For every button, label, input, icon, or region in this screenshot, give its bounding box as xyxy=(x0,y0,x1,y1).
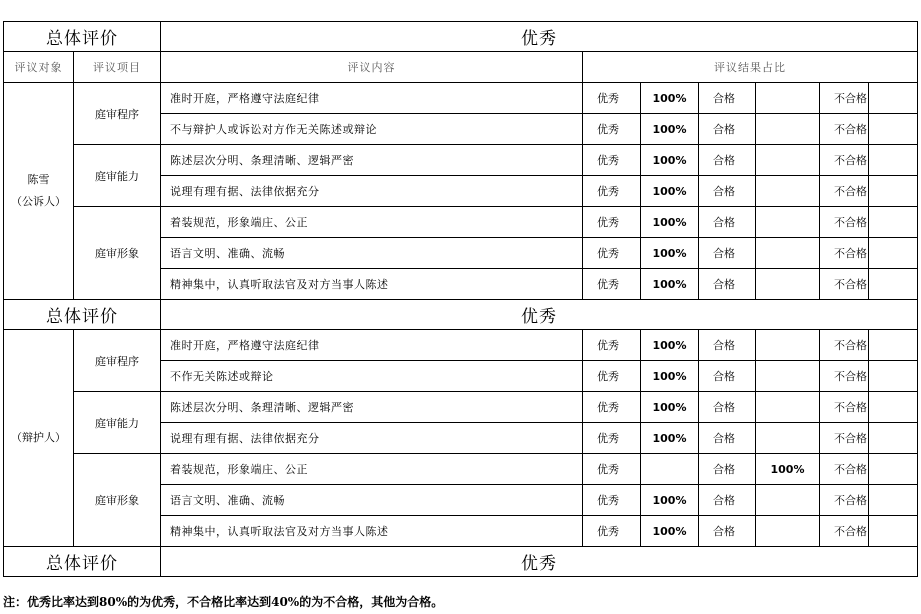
excellent-ratio: 100% xyxy=(641,485,699,516)
pass-ratio xyxy=(756,392,820,423)
excellent-ratio: 100% xyxy=(641,176,699,207)
table-row xyxy=(4,330,918,361)
fail-ratio xyxy=(869,454,918,485)
overall-value: 优秀 xyxy=(161,547,918,577)
evaluation-content: 着装规范，形象端庄、公正 xyxy=(161,207,583,238)
fail-ratio xyxy=(869,145,918,176)
pass-label: 合格 xyxy=(699,392,756,423)
excellent-label: 优秀 xyxy=(583,114,641,145)
evaluation-item: 庭审能力 xyxy=(74,145,161,207)
evaluation-item: 庭审程序 xyxy=(74,330,161,392)
pass-ratio xyxy=(756,207,820,238)
pass-label: 合格 xyxy=(699,145,756,176)
footnote: 注：优秀比率达到80%的为优秀，不合格比率达到40%的为不合格，其他为合格。 xyxy=(3,595,444,609)
pass-ratio: 100% xyxy=(756,454,820,485)
fail-ratio xyxy=(869,269,918,300)
excellent-ratio: 100% xyxy=(641,361,699,392)
table-row xyxy=(4,454,918,485)
fail-label: 不合格 xyxy=(820,207,869,238)
evaluation-object xyxy=(4,330,74,547)
evaluation-content: 陈述层次分明、条理清晰、逻辑严密 xyxy=(161,392,583,423)
evaluation-item: 庭审形象 xyxy=(74,207,161,300)
fail-label: 不合格 xyxy=(820,361,869,392)
fail-label: 不合格 xyxy=(820,83,869,114)
evaluation-item: 庭审程序 xyxy=(74,83,161,145)
header-content: 评议内容 xyxy=(161,52,583,83)
evaluation-content: 准时开庭，严格遵守法庭纪律 xyxy=(161,330,583,361)
evaluation-item: 庭审能力 xyxy=(74,392,161,454)
pass-ratio xyxy=(756,176,820,207)
pass-ratio xyxy=(756,330,820,361)
fail-label: 不合格 xyxy=(820,485,869,516)
pass-label: 合格 xyxy=(699,423,756,454)
fail-ratio xyxy=(869,83,918,114)
fail-ratio xyxy=(869,330,918,361)
excellent-ratio: 100% xyxy=(641,83,699,114)
excellent-ratio: 100% xyxy=(641,392,699,423)
pass-label: 合格 xyxy=(699,454,756,485)
table-row xyxy=(4,207,918,238)
evaluation-content: 陈述层次分明、条理清晰、逻辑严密 xyxy=(161,145,583,176)
excellent-label: 优秀 xyxy=(583,238,641,269)
fail-label: 不合格 xyxy=(820,516,869,547)
pass-label: 合格 xyxy=(699,516,756,547)
pass-label: 合格 xyxy=(699,269,756,300)
fail-ratio xyxy=(869,485,918,516)
excellent-ratio: 100% xyxy=(641,423,699,454)
excellent-label: 优秀 xyxy=(583,330,641,361)
excellent-label: 优秀 xyxy=(583,361,641,392)
object-name: 陈雪 xyxy=(27,173,50,186)
object-role: （公诉人） xyxy=(11,195,66,208)
object-role: （辩护人） xyxy=(11,431,66,444)
fail-label: 不合格 xyxy=(820,145,869,176)
evaluation-content: 说理有理有据、法律依据充分 xyxy=(161,176,583,207)
excellent-label: 优秀 xyxy=(583,145,641,176)
pass-ratio xyxy=(756,516,820,547)
excellent-ratio: 100% xyxy=(641,145,699,176)
overall-row xyxy=(4,300,918,330)
fail-ratio xyxy=(869,423,918,454)
fail-label: 不合格 xyxy=(820,269,869,300)
excellent-label: 优秀 xyxy=(583,392,641,423)
excellent-label: 优秀 xyxy=(583,207,641,238)
excellent-ratio: 100% xyxy=(641,330,699,361)
header-item: 评议项目 xyxy=(74,52,161,83)
pass-ratio xyxy=(756,145,820,176)
excellent-label: 优秀 xyxy=(583,516,641,547)
pass-ratio xyxy=(756,423,820,454)
overall-value: 优秀 xyxy=(161,300,918,330)
fail-ratio xyxy=(869,392,918,423)
overall-value: 优秀 xyxy=(161,22,918,52)
overall-label: 总体评价 xyxy=(4,300,161,330)
overall-label: 总体评价 xyxy=(4,547,161,577)
evaluation-table xyxy=(3,21,918,577)
pass-label: 合格 xyxy=(699,83,756,114)
fail-label: 不合格 xyxy=(820,238,869,269)
excellent-label: 优秀 xyxy=(583,269,641,300)
table-row xyxy=(4,145,918,176)
header-ratio: 评议结果占比 xyxy=(583,52,918,83)
evaluation-content: 不与辩护人或诉讼对方作无关陈述或辩论 xyxy=(161,114,583,145)
fail-label: 不合格 xyxy=(820,454,869,485)
evaluation-content: 语言文明、准确、流畅 xyxy=(161,485,583,516)
table-row xyxy=(4,392,918,423)
pass-ratio xyxy=(756,114,820,145)
excellent-label: 优秀 xyxy=(583,176,641,207)
evaluation-item: 庭审形象 xyxy=(74,454,161,547)
overall-row xyxy=(4,22,918,52)
pass-ratio xyxy=(756,83,820,114)
excellent-ratio: 100% xyxy=(641,269,699,300)
fail-label: 不合格 xyxy=(820,114,869,145)
fail-ratio xyxy=(869,176,918,207)
evaluation-content: 着装规范，形象端庄、公正 xyxy=(161,454,583,485)
excellent-ratio: 100% xyxy=(641,516,699,547)
excellent-label: 优秀 xyxy=(583,454,641,485)
pass-label: 合格 xyxy=(699,114,756,145)
excellent-ratio: 100% xyxy=(641,114,699,145)
evaluation-content: 精神集中，认真听取法官及对方当事人陈述 xyxy=(161,516,583,547)
excellent-ratio: 100% xyxy=(641,207,699,238)
pass-label: 合格 xyxy=(699,176,756,207)
overall-label: 总体评价 xyxy=(4,22,161,52)
fail-label: 不合格 xyxy=(820,330,869,361)
excellent-ratio: 100% xyxy=(641,238,699,269)
fail-ratio xyxy=(869,207,918,238)
fail-label: 不合格 xyxy=(820,392,869,423)
evaluation-content: 说理有理有据、法律依据充分 xyxy=(161,423,583,454)
excellent-label: 优秀 xyxy=(583,485,641,516)
evaluation-object xyxy=(4,83,74,300)
excellent-label: 优秀 xyxy=(583,423,641,454)
evaluation-content: 不作无关陈述或辩论 xyxy=(161,361,583,392)
evaluation-content: 准时开庭，严格遵守法庭纪律 xyxy=(161,83,583,114)
pass-label: 合格 xyxy=(699,361,756,392)
header-object: 评议对象 xyxy=(4,52,74,83)
overall-row-final xyxy=(4,547,918,577)
pass-ratio xyxy=(756,238,820,269)
pass-ratio xyxy=(756,485,820,516)
fail-ratio xyxy=(869,238,918,269)
evaluation-content: 语言文明、准确、流畅 xyxy=(161,238,583,269)
pass-label: 合格 xyxy=(699,207,756,238)
fail-label: 不合格 xyxy=(820,423,869,454)
pass-label: 合格 xyxy=(699,485,756,516)
excellent-ratio xyxy=(641,454,699,485)
fail-ratio xyxy=(869,516,918,547)
table-row xyxy=(4,83,918,114)
pass-ratio xyxy=(756,361,820,392)
excellent-label: 优秀 xyxy=(583,83,641,114)
pass-label: 合格 xyxy=(699,238,756,269)
fail-ratio xyxy=(869,114,918,145)
pass-ratio xyxy=(756,269,820,300)
fail-ratio xyxy=(869,361,918,392)
evaluation-content: 精神集中，认真听取法官及对方当事人陈述 xyxy=(161,269,583,300)
fail-label: 不合格 xyxy=(820,176,869,207)
pass-label: 合格 xyxy=(699,330,756,361)
header-row xyxy=(4,52,918,83)
